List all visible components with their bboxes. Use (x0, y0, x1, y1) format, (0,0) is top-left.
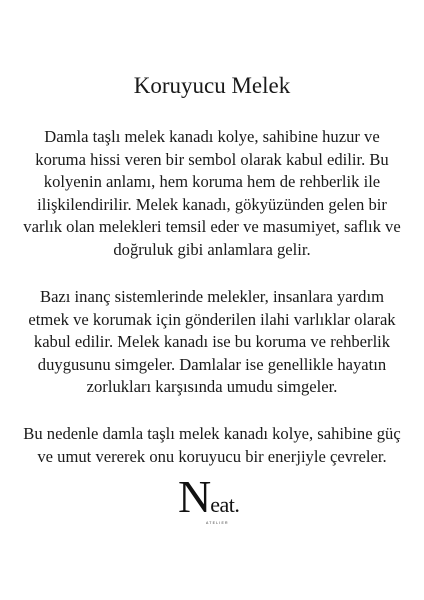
paragraph-line: ve umut vererek onu koruyucu bir enerjiyle çevreler. (37, 446, 387, 466)
brand-initial: N (178, 471, 211, 522)
brand-subtitle: ATELIER (206, 521, 229, 525)
paragraph-line: duygusunu simgeler. Damlalar ise genellikle hayatın (37, 354, 387, 374)
paragraph-meaning (0, 126, 424, 261)
paragraph-line: kolyenin anlamı, hem koruma hem de rehberlik ile (43, 172, 381, 191)
paragraph-line: ilişkilendirilir. Melek kanadı, gökyüzünden gelen bir (37, 194, 387, 214)
paragraph-line: kabul edilir. Melek kanadı ise bu koruma ve rehberlik (33, 332, 391, 351)
paragraph-line: varlık olan melekleri temsil eder ve masumiyet, saflık ve (23, 217, 401, 236)
paragraph-conclusion (0, 423, 424, 468)
brand-logo (0, 471, 424, 534)
paragraph-line: Bazı inanç sistemlerinde melekler, insanlara yardım (40, 287, 384, 306)
paragraph-line: etmek ve korumak için gönderilen ilahi varlıklar olarak (28, 309, 396, 329)
brand-wordmark (178, 471, 240, 524)
page-title: Koruyucu Melek (133, 73, 291, 98)
paragraph-beliefs (0, 286, 424, 399)
paragraph-line: zorlukları karşısında umudu simgeler. (86, 377, 338, 396)
paragraph-line: Bu nedenle damla taşlı melek kanadı kolye, sahibine güç (23, 424, 401, 443)
brand-name-rest: eat. (210, 492, 240, 517)
paragraph-line: koruma hissi veren bir sembol olarak kabul edilir. Bu (35, 149, 389, 169)
paragraph-line: doğruluk gibi anlamlara gelir. (113, 239, 311, 259)
paragraph-line: Damla taşlı melek kanadı kolye, sahibine huzur ve (44, 127, 380, 146)
